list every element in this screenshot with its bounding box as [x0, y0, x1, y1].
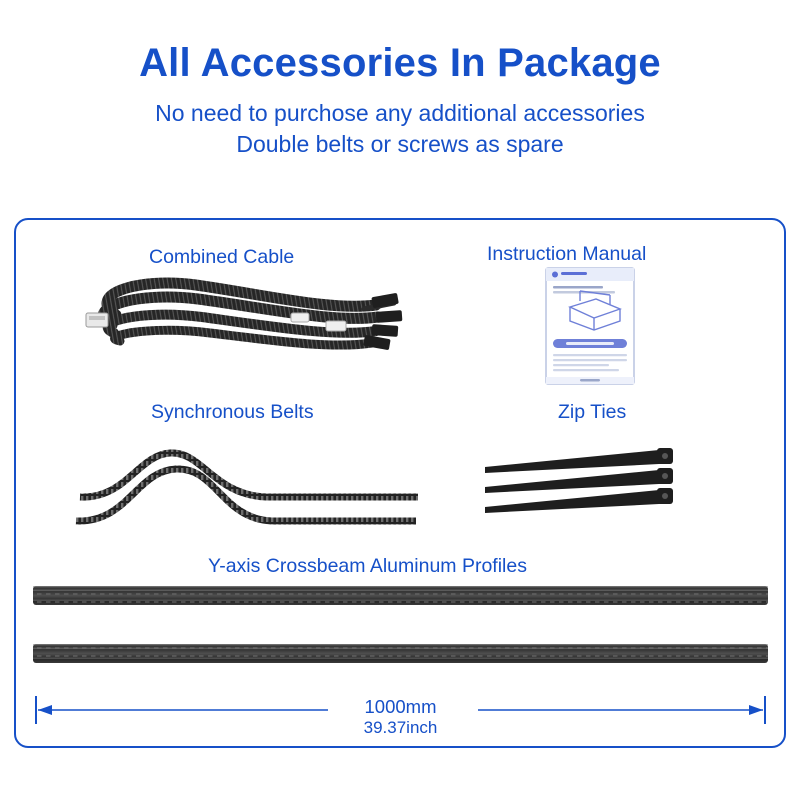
dimension-inch: 39.37inch	[363, 718, 438, 738]
aluminum-profiles-image	[28, 580, 773, 690]
label-synchronous-belts: Synchronous Belts	[151, 401, 314, 423]
header	[0, 0, 800, 160]
label-combined-cable: Combined Cable	[149, 246, 295, 268]
zip-ties-image	[481, 445, 701, 520]
dimension-text	[28, 696, 773, 739]
dimension-annotation	[28, 690, 773, 745]
label-zip-ties: Zip Ties	[558, 401, 627, 423]
synchronous-belts-image	[66, 425, 426, 540]
accessories-frame	[14, 218, 786, 748]
dimension-mm: 1000mm	[364, 696, 437, 717]
subtitle	[0, 98, 800, 160]
instruction-manual-image	[536, 265, 656, 390]
label-instruction-manual: Instruction Manual	[487, 243, 647, 265]
page-title: All Accessories In Package	[139, 41, 661, 85]
combined-cable-image	[76, 275, 406, 385]
subtitle-line-2: Double belts or screws as spare	[236, 131, 564, 158]
label-y-axis-profiles: Y-axis Crossbeam Aluminum Profiles	[208, 555, 527, 577]
subtitle-line-1: No need to purchose any additional accessories	[155, 100, 645, 126]
